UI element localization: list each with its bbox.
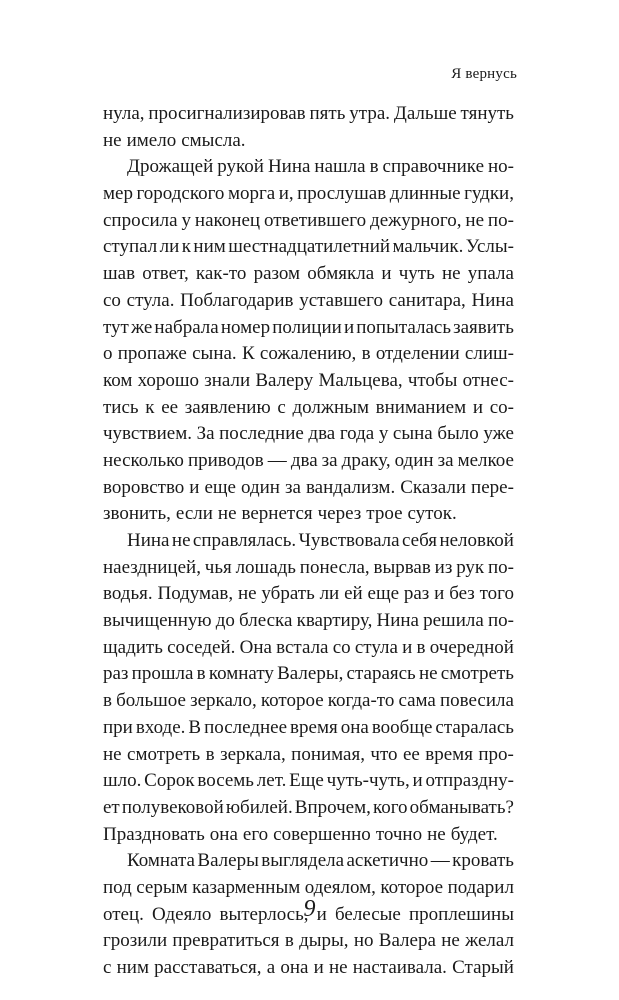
text-line: с ним расставаться, а она и не настаивала. Старый [103,957,514,978]
text-line: несколько приводов — два за драку, один за мелкое [103,449,514,471]
text-line: Нина не справлялась. Чувствовала себя неловкой [127,530,514,551]
body-text [103,101,514,982]
text-line: вычищенную до блеска квартиру, Нина решила по- [103,610,514,632]
text-line: о пропаже сына. К сожалению, в отделении слиш- [103,343,514,365]
text-line: тись к ее заявлению с должным вниманием и со- [103,396,514,418]
paragraph [103,101,514,154]
text-line: под серым казарменным одеялом, которое подарил [103,876,514,898]
text-line: Комната Валеры выглядела аскетично — кровать [127,850,514,872]
text-line: нула, просигнализировав пять утра. Дальше тянуть [103,103,514,124]
running-title: Я вернусь [451,66,517,82]
text-line: щадить соседей. Она встала со стула и в очередной [103,636,514,658]
text-line: ком хорошо знали Валеру Мальцева, чтобы отнес- [103,369,514,391]
text-line: тут же набрала номер полиции и попыталась заявить [103,316,514,338]
paragraph [103,528,514,848]
text-line: грозили превратиться в дыры, но Валера не желал [103,930,514,952]
text-line: шав ответ, как-то разом обмякла и чуть не упала [103,263,514,285]
text-line: мер городского морга и, прослушав длинные гудки, [103,183,514,205]
text-line: шло. Сорок восемь лет. Еще чуть-чуть, и отпраздну- [103,770,514,792]
text-line: не смотреть в зеркала, понимая, что ее время про- [103,743,514,765]
text-line: при входе. В последнее время она вообще старалась [103,716,514,738]
text-line: со стула. Поблагодарив уставшего санитара, Нина [103,289,514,311]
text-line: воровство и еще один за вандализм. Сказали пере- [103,476,514,498]
text-line: Дрожащей рукой Нина нашла в справочнике но- [127,156,514,178]
paragraph [103,154,514,528]
text-line: водья. Подумав, не убрать ли ей еще раз и без того [103,583,514,605]
text-line: ет полувековой юбилей. Впрочем, кого обманывать? [103,796,514,818]
text-line: в большое зеркало, которое когда-то сама повесила [103,690,514,712]
text-line: не имело смысла. [103,129,246,151]
page-number: 9 [303,896,316,922]
text-line: чувствием. За последние два года у сына было уже [103,423,514,445]
text-line: ступал ли к ним шестнадцатилетний мальчик. Услы- [103,236,514,258]
text-line: Праздновать она его совершенно точно не будет. [103,823,498,845]
text-line: отец. Одеяло вытерлось, и белесые проплешины [103,903,514,925]
text-line: раз прошла в комнату Валеры, стараясь не смотреть [103,663,514,685]
text-line: спросила у наконец ответившего дежурного, не по- [103,209,514,231]
text-line: звонить, если не вернется через трое суток. [103,503,457,525]
text-line: наездницей, чья лошадь понесла, вырвав из рук по- [103,556,514,578]
